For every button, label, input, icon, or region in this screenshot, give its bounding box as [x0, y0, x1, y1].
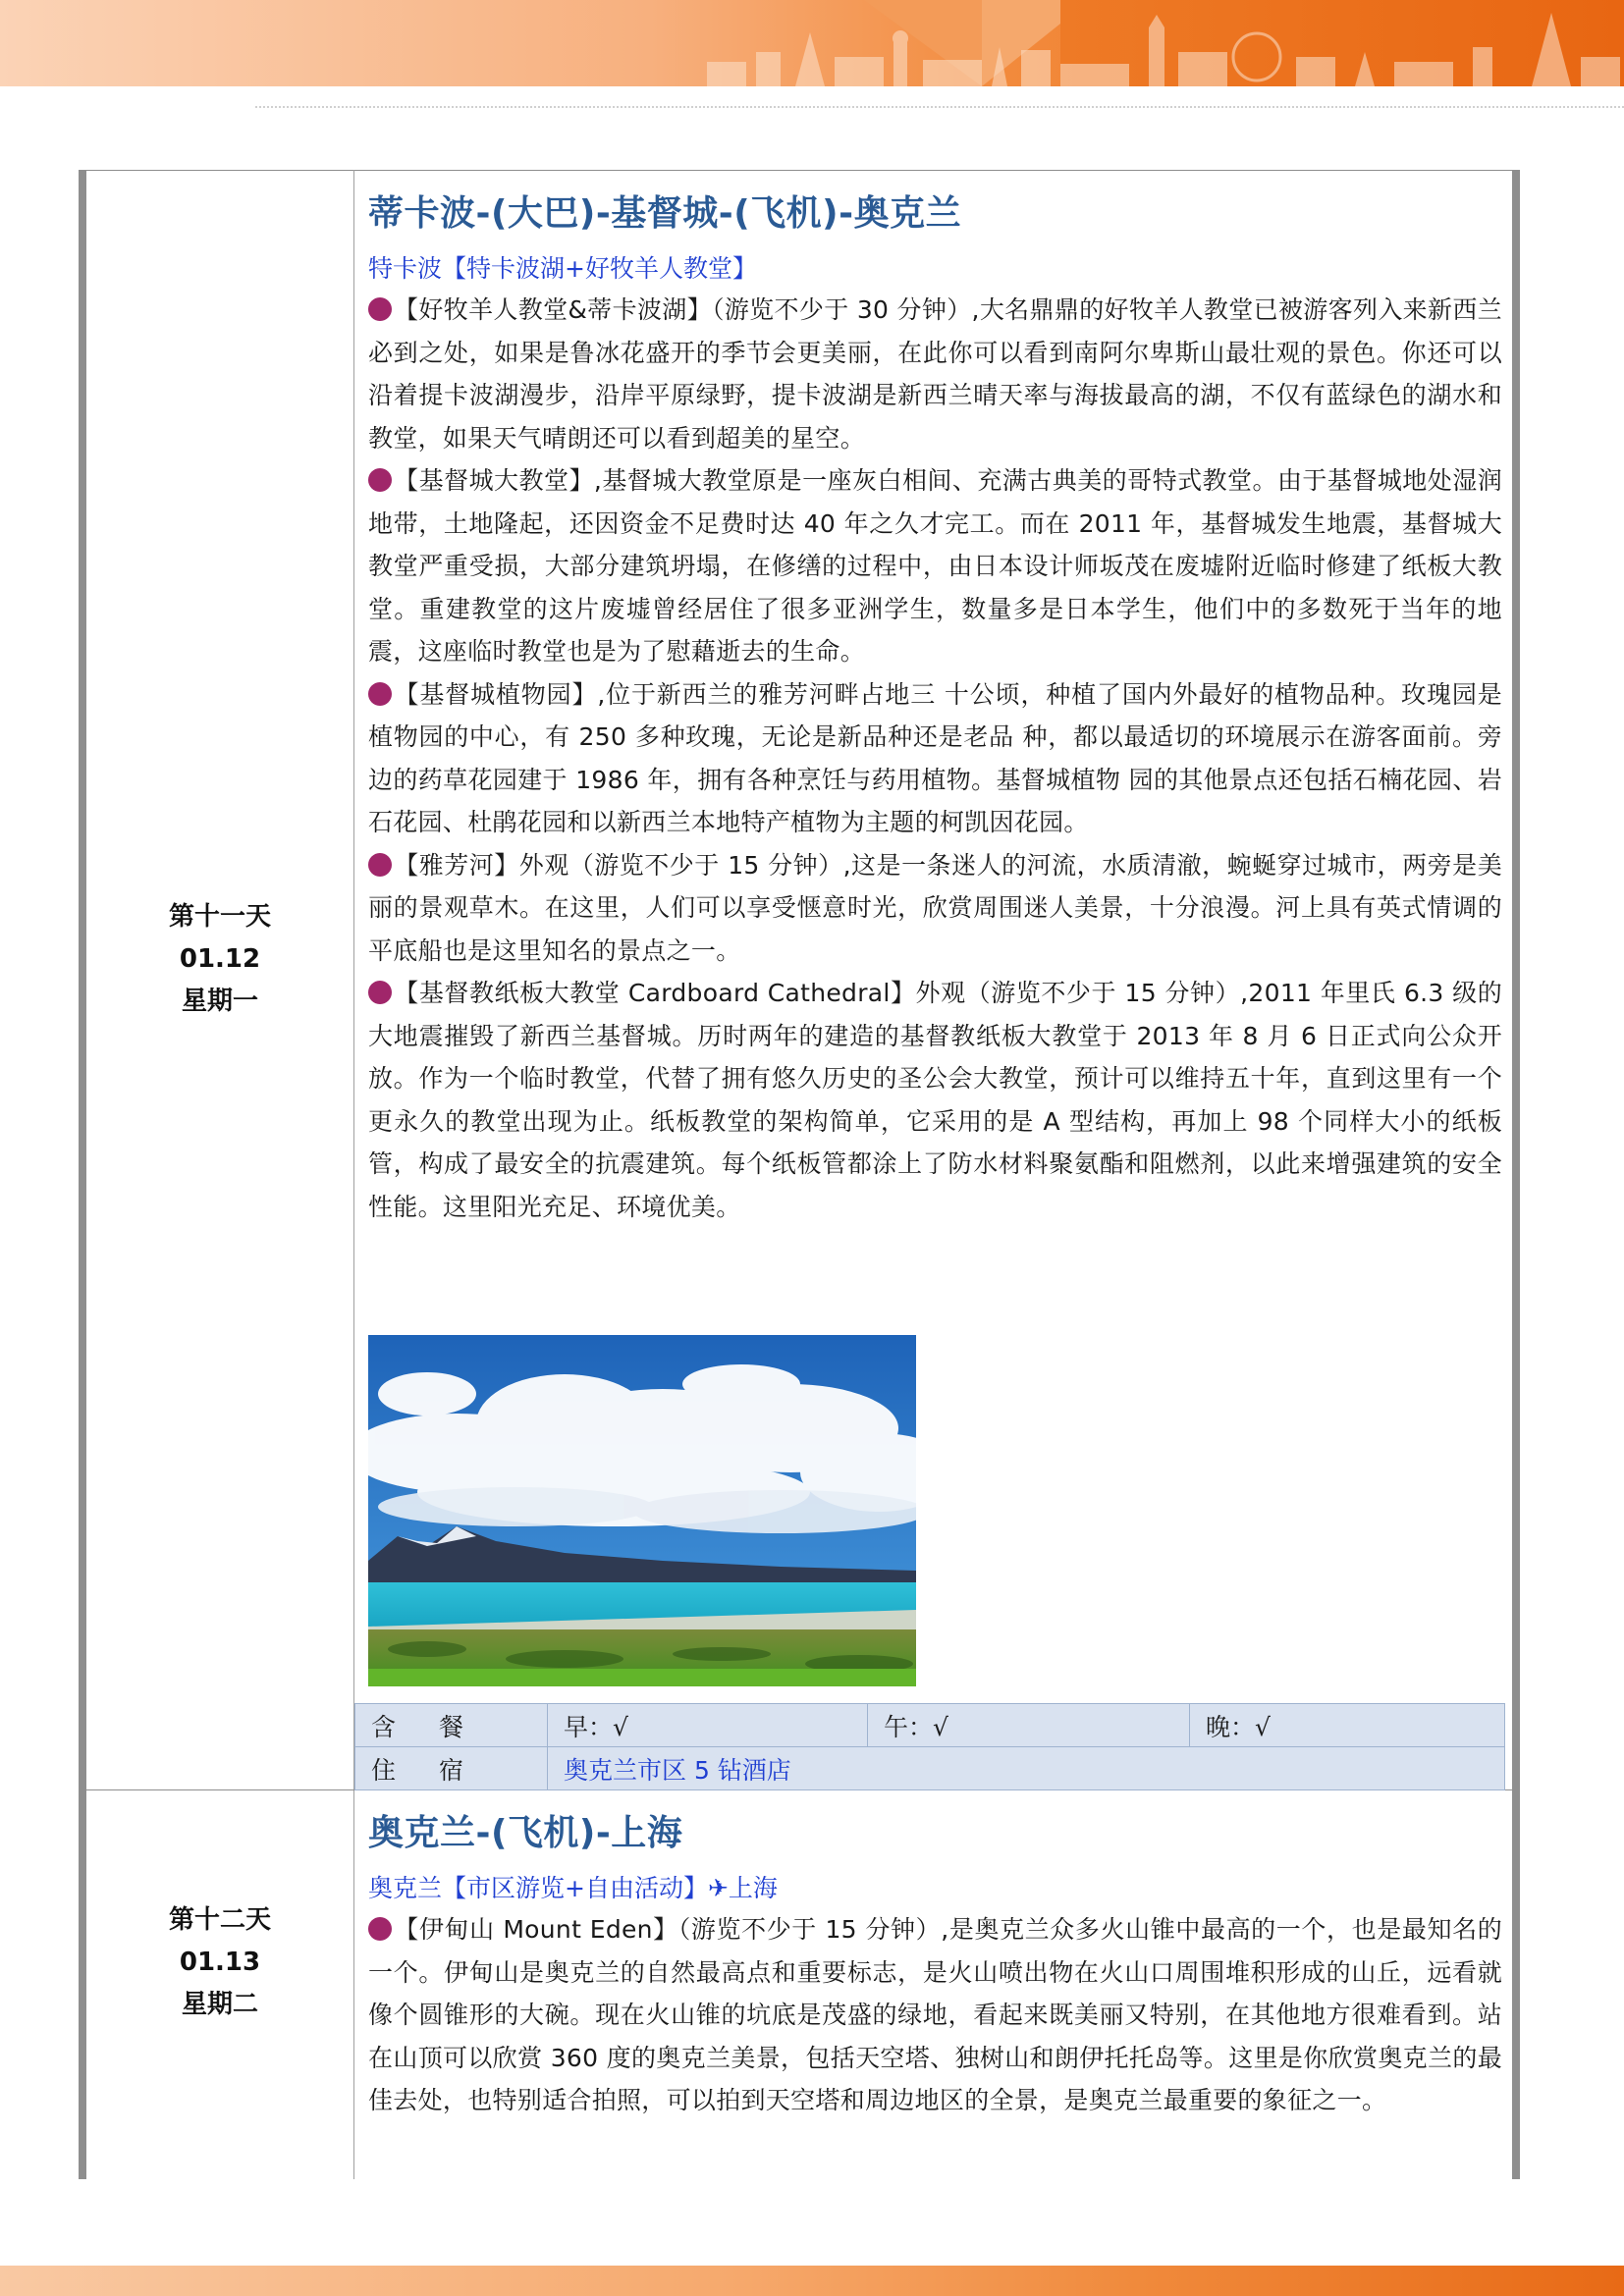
- lunch-cell: 午：√: [868, 1704, 1190, 1747]
- footer-banner: [0, 2266, 1624, 2296]
- day-date: 01.13: [179, 1948, 261, 1977]
- bullet-icon: [368, 682, 392, 706]
- day-content: [368, 1808, 1502, 2122]
- attraction-paragraph: 【基督城大教堂】,基督城大教堂原是一座灰白相间、充满古典美的哥特式教堂。由于基督城地处湿润地带，土地隆起，还因资金不足费时达 40 年之久才完工。而在 2011 年，基督城发生地震，基督城大教堂严重受损，大部分建筑坍塌，在修缮的过程中，由日本设计师坂茂在废墟附近临时修建了纸板大教堂。重建教堂的这片废墟曾经居住了很多亚洲学生，数量多是日本学生，他们中的多数死于当年的地震，这座临时教堂也是为了慰藉逝去的生命。: [368, 466, 1502, 666]
- lodging-label: 住 宿: [355, 1747, 548, 1790]
- dinner-cell: 晚：√: [1190, 1704, 1505, 1747]
- meals-lodging-table: [354, 1703, 1505, 1790]
- meals-row: [355, 1704, 1505, 1747]
- bullet-icon: [368, 853, 392, 877]
- attraction-paragraph: 【雅芳河】外观（游览不少于 15 分钟）,这是一条迷人的河流，水质清澈，蜿蜒穿过城市，两旁是美丽的景观草木。在这里，人们可以享受惬意时光，欣赏周围迷人美景，十分浪漫。河上具有英式情调的平底船也是这里知名的景点之一。: [368, 850, 1502, 965]
- day-weekday: 星期二: [181, 1990, 258, 2019]
- header-banner: [0, 0, 1624, 86]
- day-content: [368, 188, 1502, 1228]
- meals-label: 含 餐: [355, 1704, 548, 1747]
- lake-tekapo-photo: [368, 1335, 916, 1686]
- day-label: [86, 1899, 353, 2026]
- lodging-row: [355, 1747, 1505, 1790]
- route-line: 特卡波【特卡波湖+好牧羊人教堂】: [368, 254, 757, 283]
- day-label: [86, 896, 353, 1023]
- attraction-paragraph: 【基督教纸板大教堂 Cardboard Cathedral】外观（游览不少于 15 分钟）,2011 年里氏 6.3 级的大地震摧毁了新西兰基督城。历时两年的建造的基督教纸板大教堂于 2013 年 8 月 6 日正式向公众开放。作为一个临时教堂，代替了拥有悠久历史的圣公会大教堂，预计可以维持五十年，直到这里有一个更永久的教堂出现为止。纸板教堂的架构简单，它采用的是 A 型结构，再加上 98 个同样大小的纸板管，构成了最安全的抗震建筑。每个纸板管都涂上了防水材料聚氨酯和阻燃剂，以此来增强建筑的安全性能。这里阳光充足、环境优美。: [368, 979, 1502, 1221]
- day-number: 第十二天: [168, 1905, 271, 1935]
- bullet-icon: [368, 297, 392, 321]
- attraction-paragraph: 【好牧羊人教堂&蒂卡波湖】（游览不少于 30 分钟）,大名鼎鼎的好牧羊人教堂已被游客列入来新西兰必到之处，如果是鲁冰花盛开的季节会更美丽，在此你可以看到南阿尔卑斯山最壮观的景色。你还可以沿着提卡波湖漫步，沿岸平原绿野，提卡波湖是新西兰晴天率与海拔最高的湖，不仅有蓝绿色的湖水和教堂，如果天气晴朗还可以看到超美的星空。: [368, 295, 1502, 453]
- day-date: 01.12: [179, 944, 261, 974]
- column-divider: [353, 170, 354, 2179]
- bullet-icon: [368, 981, 392, 1004]
- attraction-paragraph: 【基督城植物园】,位于新西兰的雅芳河畔占地三 十公顷，种植了国内外最好的植物品种。玫瑰园是植物园的中心，有 250 多种玫瑰，无论是新品种还是老品 种，都以最适切的环境展示在游客面前。旁边的药草花园建于 1986 年，拥有各种烹饪与药用植物。基督城植物 园的其他景点还包括石楠花园、岩石花园、杜鹃花园和以新西兰本地特产植物为主题的柯凯因花园。: [368, 679, 1502, 836]
- day-title: 蒂卡波-(大巴)-基督城-(飞机)-奥克兰: [368, 193, 962, 234]
- day-title: 奥克兰-(飞机)-上海: [368, 1813, 683, 1853]
- bullet-icon: [368, 468, 392, 492]
- day-number: 第十一天: [168, 902, 271, 932]
- breakfast-cell: 早：√: [548, 1704, 868, 1747]
- attraction-paragraph: 【伊甸山 Mount Eden】（游览不少于 15 分钟）,是奥克兰众多火山锥中最高的一个，也是最知名的一个。伊甸山是奥克兰的自然最高点和重要标志，是火山喷出物在火山口周围堆积形成的山丘，远看就像个圆锥形的大碗。现在火山锥的坑底是茂盛的绿地，看起来既美丽又特别，在其他地方很难看到。站在山顶可以欣赏 360 度的奥克兰美景，包括天空塔、独树山和朗伊托托岛等。这里是你欣赏奥克兰的最佳去处，也特别适合拍照，可以拍到天空塔和周边地区的全景，是奥克兰最重要的象征之一。: [368, 1915, 1502, 2114]
- route-line: 奥克兰【市区游览+自由活动】✈上海: [368, 1874, 778, 1902]
- bullet-icon: [368, 1917, 392, 1941]
- header-divider: [255, 106, 1624, 108]
- city-skyline-icon: [687, 13, 1624, 86]
- day-weekday: 星期一: [181, 987, 258, 1016]
- hotel-name: 奥克兰市区 5 钻酒店: [548, 1747, 1505, 1790]
